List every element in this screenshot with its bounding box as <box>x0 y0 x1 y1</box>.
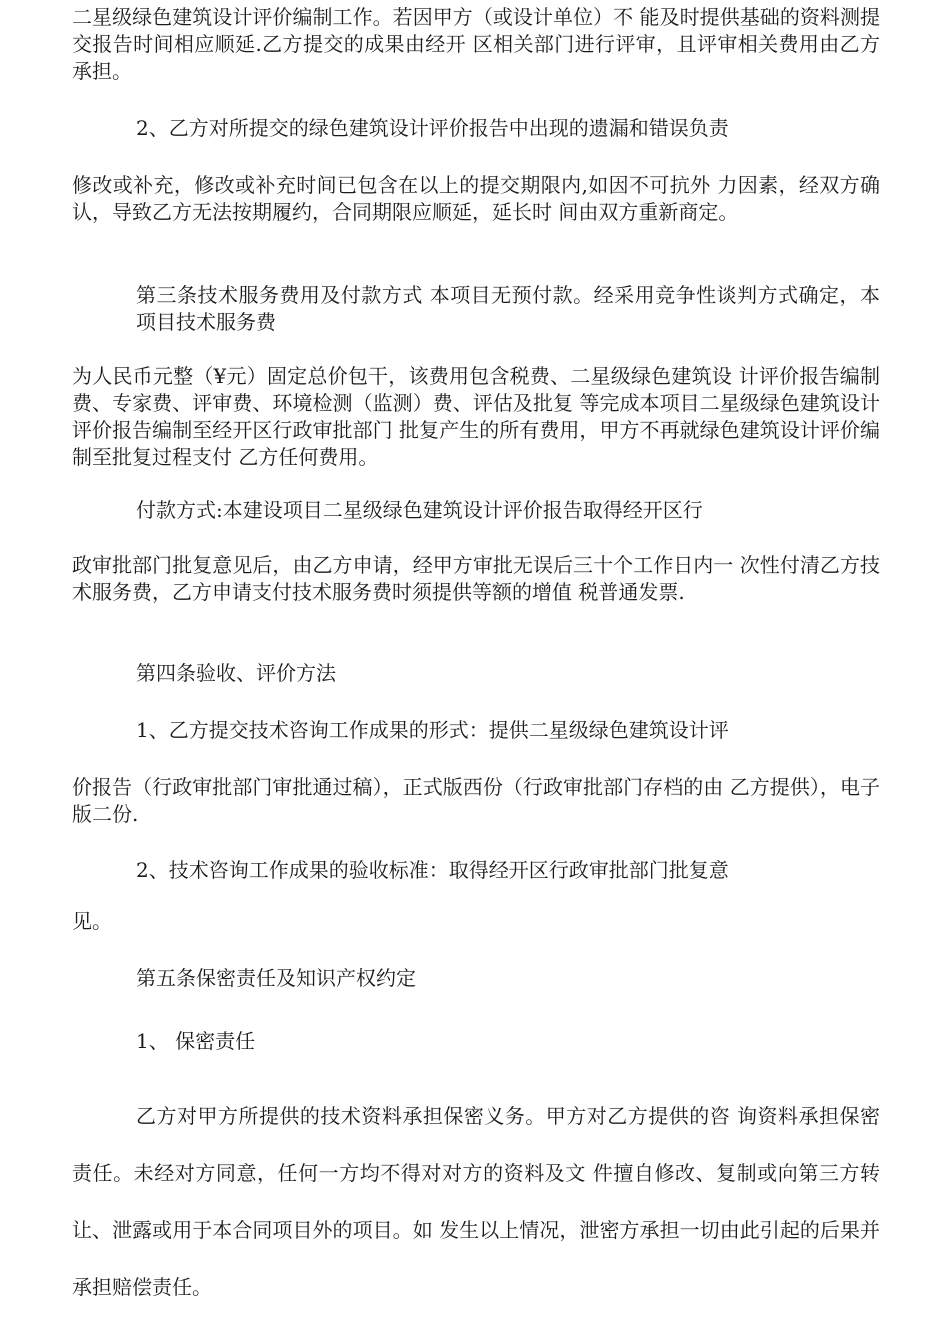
payment-method-paragraph: 付款方式:本建设项目二星级绿色建筑设计评价报告取得经开区行 <box>136 498 703 522</box>
paragraph-11: 2、技术咨询工作成果的验收标准：取得经开区行政审批部门批复意 <box>136 858 729 882</box>
paragraph-10: 价报告（行政审批部门审批通过稿），正式版西份（行政审批部门存档的由 乙方提供），电子版二份. <box>72 775 880 826</box>
paragraph-1: 二星级绿色建筑设计评价编制工作。若因甲方（或设计单位）不 能及时提供基础的资料测提交报告时间相应顺延.乙方提交的成果由经开 区相关部门进行评审，且评审相关费用由乙方承担。 <box>72 5 880 83</box>
confidentiality-paragraph: 乙方对甲方所提供的技术资料承担保密义务。甲方对乙方提供的咨 询资料承担保密责任。未经对方同意，任何一方均不得对对方的资料及文 件擅自修改、复制或向第三方转让、泄露或用于本合同项目外的项目。如 发生以上情况，泄密方承担一切由此引起的后果并承担赔偿责任。 <box>72 1104 880 1299</box>
paragraph-5: 为人民币元整（¥元）固定总价包干，该费用包含税费、二星级绿色建筑设 计评价报告编制费、专家费、评审费、环境检测（监测）费、评估及批复 等完成本项目二星级绿色建筑设计评价报告编制至经开区行政审批部门 批复产生的所有费用，甲方不再就绿色建筑设计评价编制至批复过程支付 乙方任何费用。 <box>72 364 880 469</box>
section-3-heading: 第三条技术服务费用及付款方式 本项目无预付款。经采用竞争性谈判方式确定，本项目技术服务费 <box>136 283 880 334</box>
section-5-heading: 第五条保密责任及知识产权约定 <box>136 966 416 990</box>
section-4-heading: 第四条验收、评价方法 <box>136 661 336 685</box>
confidentiality-heading: 1、 保密责任 <box>136 1029 256 1053</box>
paragraph-7: 政审批部门批复意见后，由乙方申请，经甲方审批无误后三十个工作日内一 次性付清乙方技术服务费，乙方申请支付技术服务费时须提供等额的增值 税普通发票. <box>72 553 880 604</box>
paragraph-3: 修改或补充，修改或补充时间已包含在以上的提交期限内,如因不可抗外 力因素，经双方确认，导致乙方无法按期履约，合同期限应顺延，延长时 间由双方重新商定。 <box>72 173 880 224</box>
paragraph-2: 2、乙方对所提交的绿色建筑设计评价报告中出现的遗漏和错误负责 <box>136 116 729 140</box>
paragraph-9: 1、乙方提交技术咨询工作成果的形式：提供二星级绿色建筑设计评 <box>136 718 729 742</box>
paragraph-12: 见。 <box>72 909 112 933</box>
